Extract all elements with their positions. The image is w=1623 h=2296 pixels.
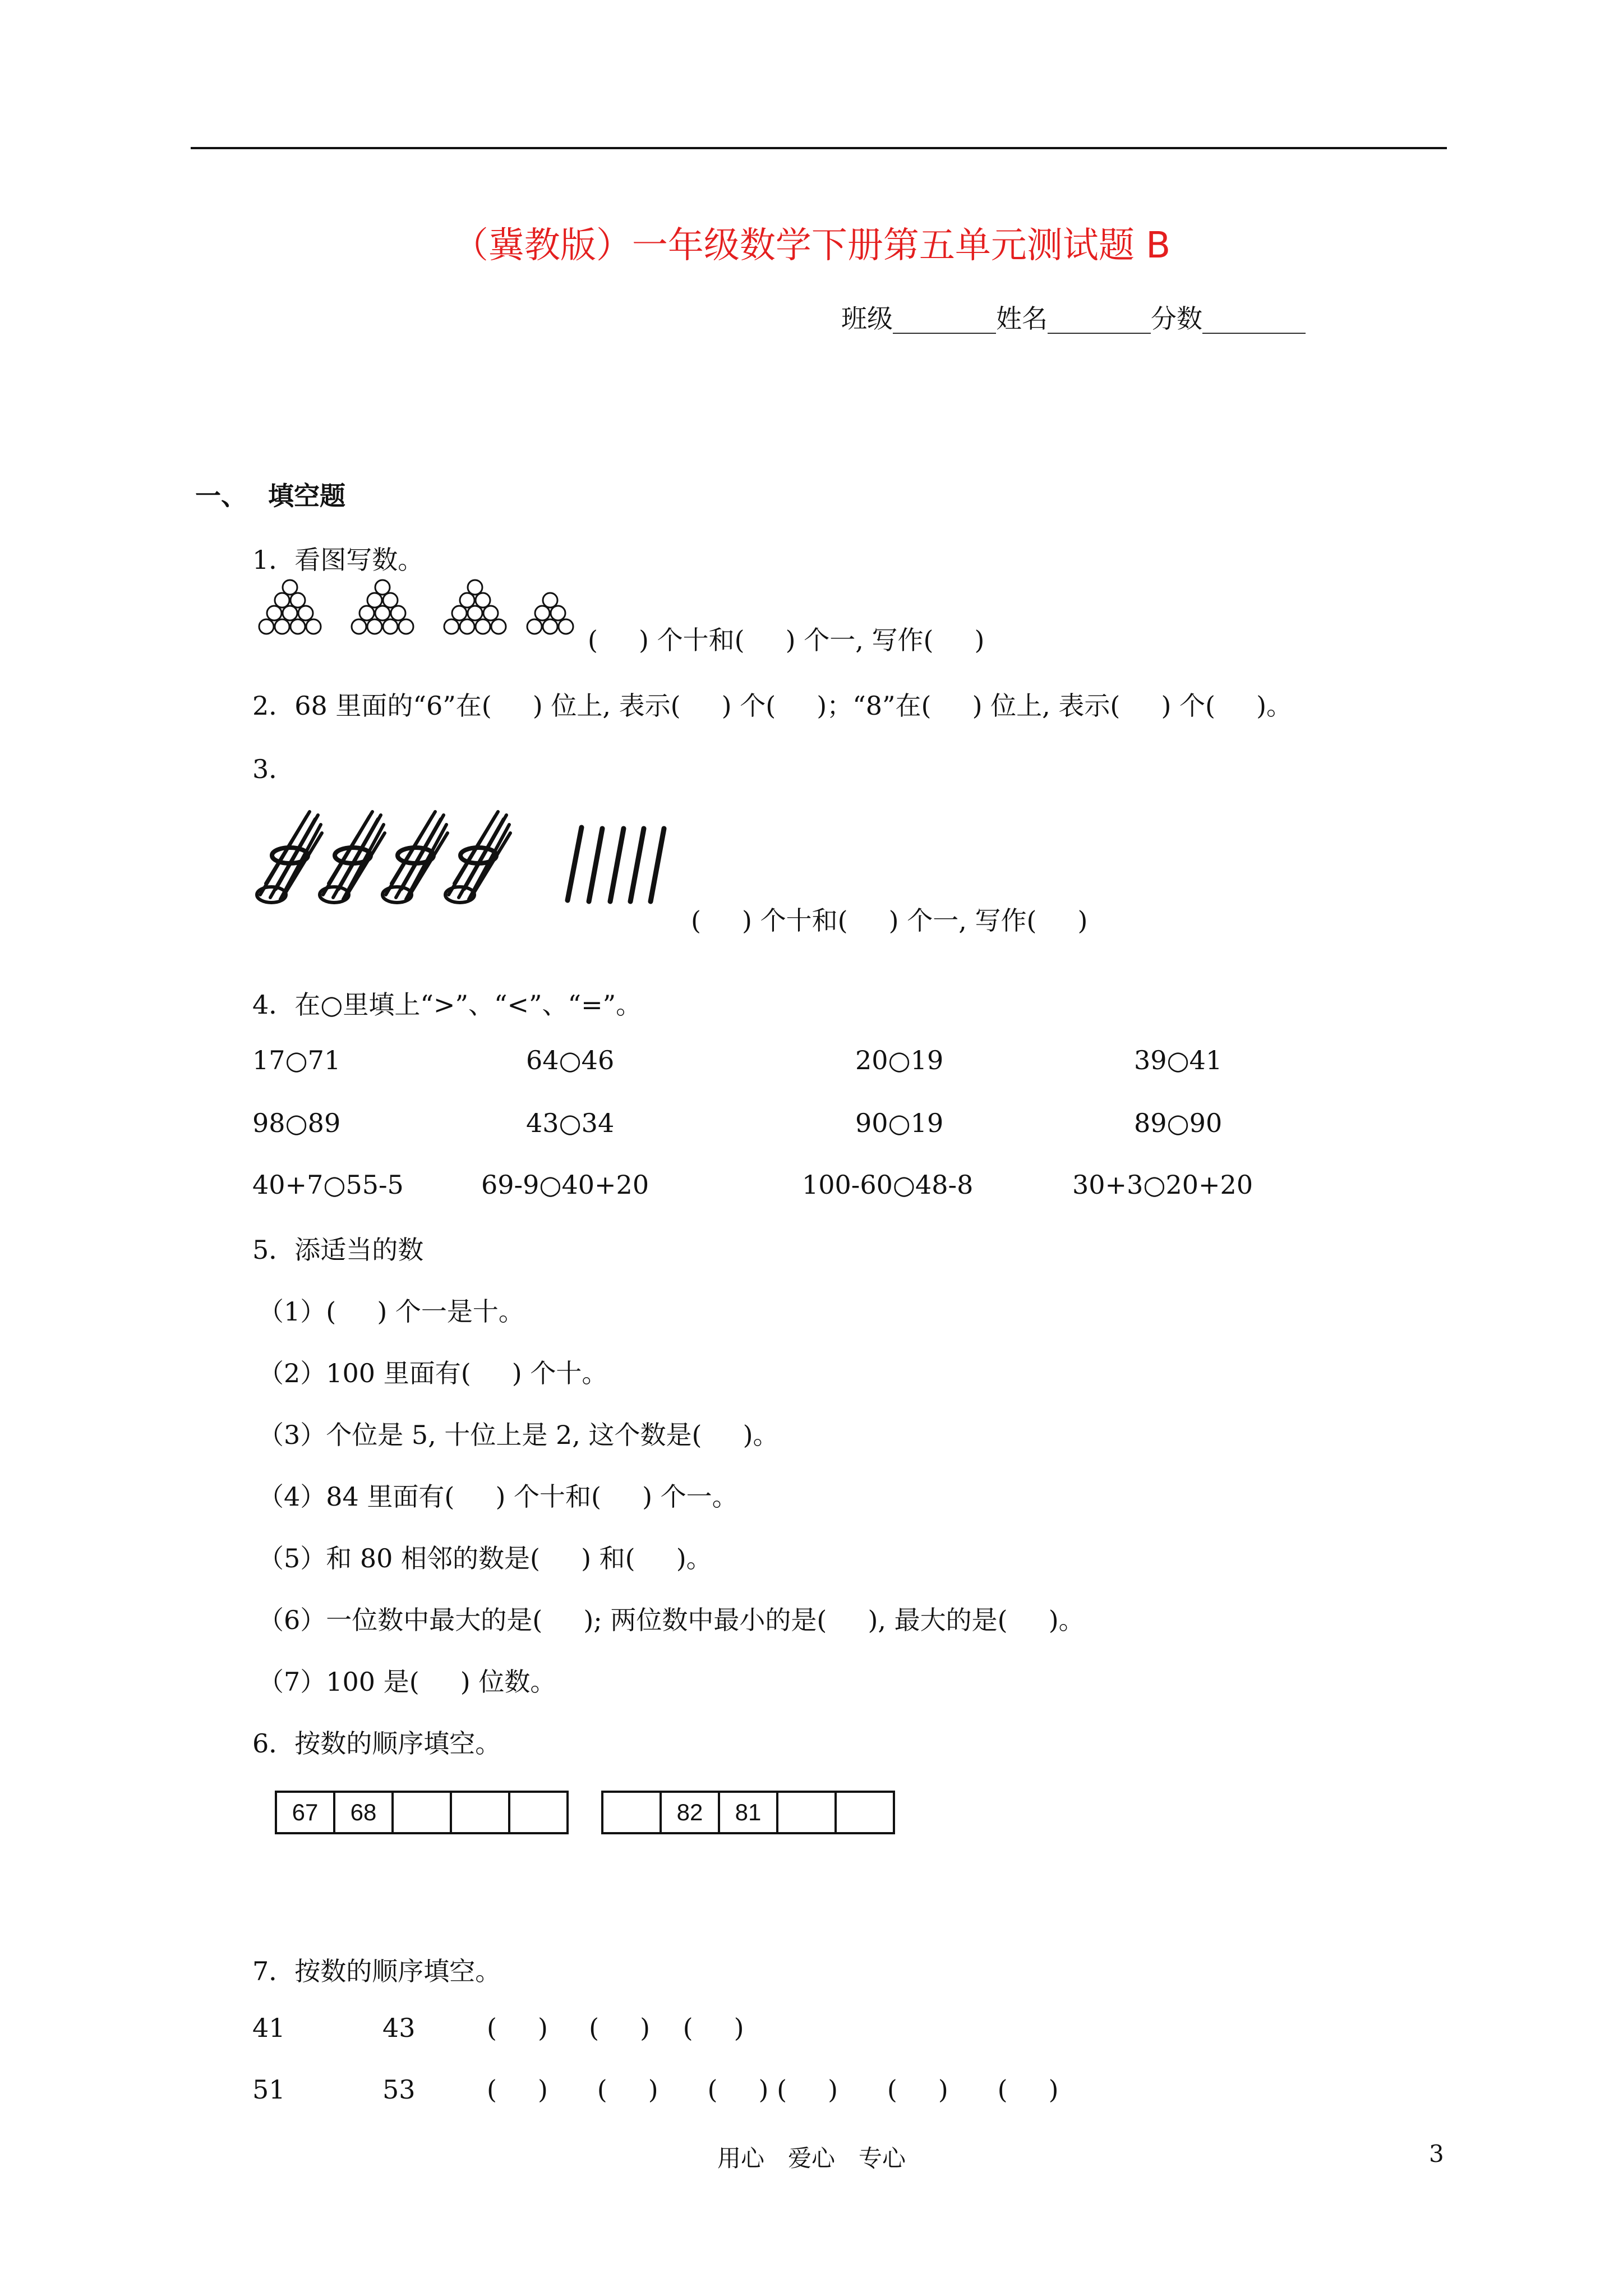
pyramid-1 bbox=[259, 580, 321, 634]
pyramid-4 bbox=[527, 593, 573, 634]
compare-item: 89○90 bbox=[1134, 1108, 1223, 1138]
q5-item: （3）个位是 5, 十位上是 2, 这个数是( )。 bbox=[258, 1420, 779, 1450]
q5-item: （4）84 里面有( ) 个十和( ) 个一。 bbox=[258, 1481, 738, 1512]
compare-item: 39○41 bbox=[1134, 1045, 1223, 1075]
q1-label: 1．看图写数。 bbox=[252, 545, 424, 575]
sequence-box-a bbox=[275, 1791, 569, 1834]
pyramid-2 bbox=[352, 580, 413, 634]
q6-label: 6．按数的顺序填空。 bbox=[252, 1728, 501, 1759]
q7-row1-second: 43 bbox=[382, 2013, 416, 2043]
compare-item: 40+7○55-5 bbox=[252, 1170, 404, 1200]
page-footer: 用心 爱心 专心 bbox=[717, 2145, 906, 2172]
compare-item: 30+3○20+20 bbox=[1072, 1170, 1253, 1200]
pyramid-3 bbox=[444, 580, 506, 634]
compare-item: 17○71 bbox=[252, 1045, 341, 1075]
compare-item: 90○19 bbox=[855, 1108, 944, 1138]
q2-text: 2．68 里面的“6”在( ) 位上, 表示( ) 个( )；“8”在( ) 位上, 表示( ) 个( )。 bbox=[252, 691, 1293, 721]
q7-row1-blanks: ( ) ( ) ( ) bbox=[487, 2013, 744, 2043]
q7-row2-second: 53 bbox=[382, 2074, 416, 2105]
compare-item: 64○46 bbox=[526, 1045, 615, 1075]
bundle-3 bbox=[382, 812, 448, 903]
sequence-cell[interactable] bbox=[837, 1793, 893, 1832]
q5-item: （7）100 是( ) 位数。 bbox=[258, 1667, 556, 1697]
single-sticks bbox=[568, 827, 664, 901]
q5-label: 5．添适当的数 bbox=[252, 1235, 424, 1265]
sequence-cell[interactable] bbox=[452, 1793, 510, 1832]
compare-item: 98○89 bbox=[252, 1108, 341, 1138]
q3-label: 3． bbox=[252, 754, 295, 784]
q5-item: （2）100 里面有( ) 个十。 bbox=[258, 1358, 608, 1388]
q3-answer-line: ( ) 个十和( ) 个一, 写作( ) bbox=[691, 905, 1088, 936]
sequence-cell: 82 bbox=[662, 1793, 720, 1832]
sequence-cell[interactable] bbox=[510, 1793, 566, 1832]
sequence-cell[interactable] bbox=[778, 1793, 837, 1832]
q5-item: （6）一位数中最大的是( ); 两位数中最小的是( ), 最大的是( )。 bbox=[258, 1605, 1085, 1635]
q7-label: 7．按数的顺序填空。 bbox=[252, 1956, 501, 1986]
sequence-cell: 67 bbox=[277, 1793, 335, 1832]
sequence-cell[interactable] bbox=[394, 1793, 452, 1832]
sequence-cell[interactable] bbox=[603, 1793, 662, 1832]
page-title: （冀教版）一年级数学下册第五单元测试题 B bbox=[452, 225, 1171, 266]
sequence-cell: 68 bbox=[335, 1793, 394, 1832]
bundle-4 bbox=[445, 812, 510, 903]
compare-item: 43○34 bbox=[526, 1108, 615, 1138]
bundle-2 bbox=[320, 812, 385, 903]
q1-answer-line: ( ) 个十和( ) 个一, 写作( ) bbox=[588, 625, 985, 655]
stick-bundles-figure bbox=[253, 805, 685, 917]
header-rule bbox=[191, 147, 1447, 149]
section-title: 填空题 bbox=[268, 481, 345, 511]
q4-label: 4．在○里填上“>”、“<”、“=”。 bbox=[252, 990, 642, 1020]
q5-item: （5）和 80 相邻的数是( ) 和( )。 bbox=[258, 1543, 712, 1573]
compare-item: 100-60○48-8 bbox=[802, 1170, 974, 1200]
class-info-line: 班级________姓名________分数________ bbox=[841, 303, 1306, 334]
bundle-1 bbox=[257, 812, 322, 903]
q7-row2-blanks: ( ) ( ) ( ) ( ) ( ) ( ) bbox=[487, 2074, 1059, 2105]
section-number: 一、 bbox=[195, 481, 247, 511]
sequence-box-b bbox=[601, 1791, 895, 1834]
q7-row2-start: 51 bbox=[252, 2074, 285, 2105]
page-number: 3 bbox=[1429, 2140, 1444, 2168]
sequence-cell: 81 bbox=[720, 1793, 778, 1832]
ball-pyramids-figure bbox=[255, 575, 586, 645]
compare-item: 69-9○40+20 bbox=[481, 1170, 649, 1200]
q5-item: （1）( ) 个一是十。 bbox=[258, 1296, 524, 1327]
q7-row1-start: 41 bbox=[252, 2013, 285, 2043]
compare-item: 20○19 bbox=[855, 1045, 944, 1075]
